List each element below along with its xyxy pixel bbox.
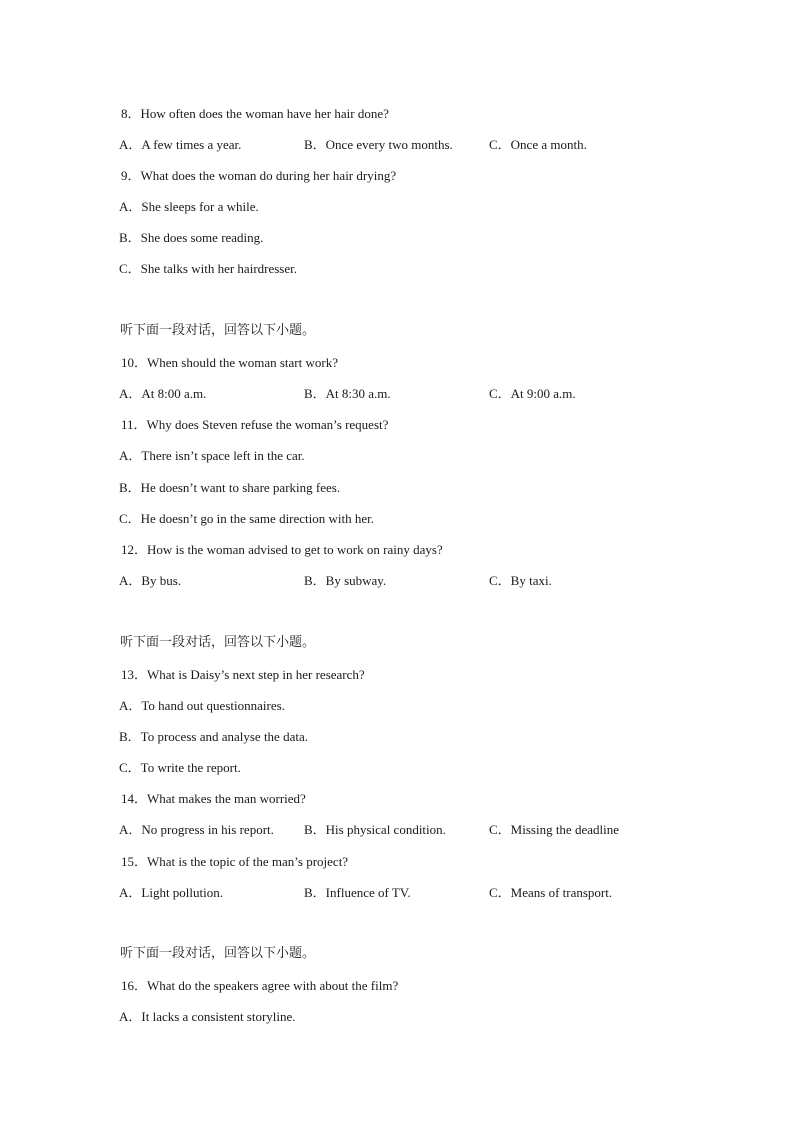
question-9-option-a: A．She sleeps for a while.	[119, 199, 259, 214]
question-12-option-c: C．By taxi.	[489, 573, 552, 588]
section-heading: 听下面一段对话，回答以下小题。	[120, 635, 316, 650]
question-10-option-b: B．At 8:30 a.m.	[304, 386, 391, 401]
question-13-option-a: A．To hand out questionnaires.	[119, 698, 285, 713]
question-12-option-b: B．By subway.	[304, 573, 387, 588]
question-15-stem: 15．What is the topic of the man’s project?	[121, 854, 349, 869]
question-10-stem: 10．When should the woman start work?	[121, 355, 338, 370]
question-8-stem: 8．How often does the woman have her hair done?	[121, 106, 389, 121]
question-16-stem: 16．What do the speakers agree with about the film?	[121, 978, 399, 993]
question-11-option-c: C．He doesn’t go in the same direction with her.	[119, 511, 375, 526]
question-14-stem: 14．What makes the man worried?	[121, 791, 306, 806]
question-15-option-c: C．Means of transport.	[489, 885, 613, 900]
question-10-option-c: C．At 9:00 a.m.	[489, 386, 576, 401]
question-11-option-a: A．There isn’t space left in the car.	[119, 448, 305, 463]
question-16-option-a: A．It lacks a consistent storyline.	[119, 1009, 296, 1024]
question-9-option-b: B．She does some reading.	[119, 230, 264, 245]
question-13-option-c: C．To write the report.	[119, 760, 241, 775]
question-8-option-c: C．Once a month.	[489, 137, 587, 152]
question-13-stem: 13．What is Daisy’s next step in her research?	[121, 667, 365, 682]
section-heading: 听下面一段对话，回答以下小题。	[120, 323, 316, 338]
section-heading: 听下面一段对话，回答以下小题。	[120, 946, 316, 961]
question-12-option-a: A．By bus.	[119, 573, 182, 588]
question-12-stem: 12．How is the woman advised to get to work on rainy days?	[121, 542, 443, 557]
question-8-option-a: A．A few times a year.	[119, 137, 242, 152]
question-14-option-a: A．No progress in his report.	[119, 822, 274, 837]
question-11-option-b: B．He doesn’t want to share parking fees.	[119, 480, 341, 495]
question-8-option-b: B．Once every two months.	[304, 137, 453, 152]
question-10-option-a: A．At 8:00 a.m.	[119, 386, 207, 401]
question-15-option-a: A．Light pollution.	[119, 885, 224, 900]
question-9-stem: 9．What does the woman do during her hair drying?	[121, 168, 397, 183]
question-13-option-b: B．To process and analyse the data.	[119, 729, 308, 744]
question-15-option-b: B．Influence of TV.	[304, 885, 411, 900]
question-14-option-b: B．His physical condition.	[304, 822, 446, 837]
question-14-option-c: C．Missing the deadline	[489, 822, 619, 837]
question-11-stem: 11．Why does Steven refuse the woman’s request?	[121, 417, 389, 432]
question-9-option-c: C．She talks with her hairdresser.	[119, 261, 297, 276]
